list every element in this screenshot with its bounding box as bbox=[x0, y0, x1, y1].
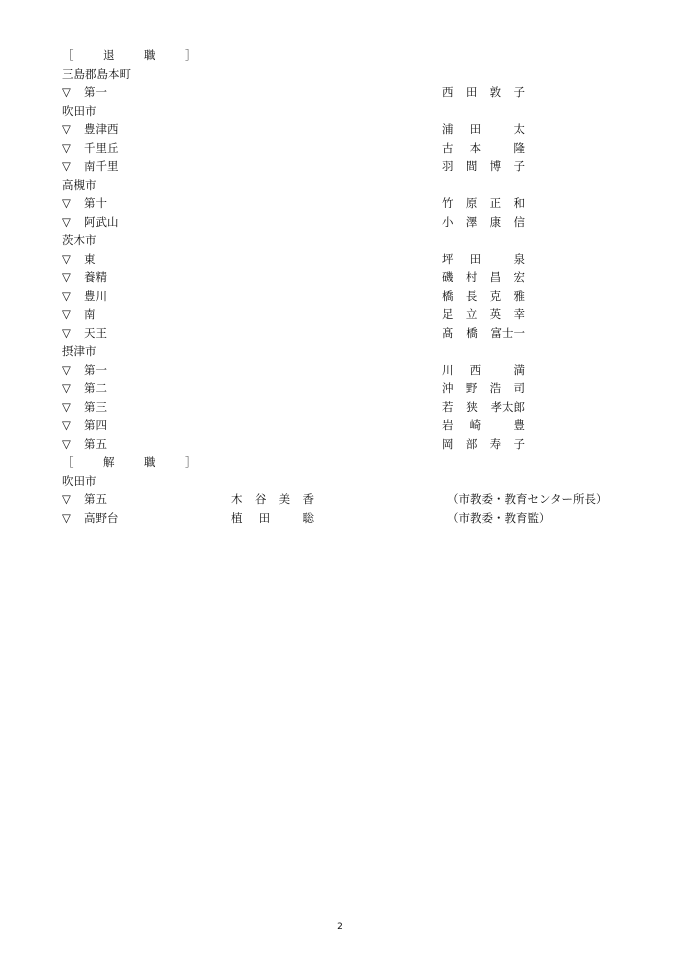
person-name bbox=[442, 250, 525, 269]
name-part: 岩 bbox=[442, 418, 454, 432]
name-part: 若 bbox=[442, 399, 454, 414]
triangle-marker-icon: ▽ bbox=[62, 325, 71, 340]
name-part: 羽 bbox=[442, 159, 454, 173]
school-name: 阿武山 bbox=[84, 214, 119, 229]
municipality-heading bbox=[62, 102, 562, 121]
triangle-marker-icon: ▽ bbox=[62, 510, 71, 525]
list-item bbox=[62, 139, 562, 158]
name-part: 原 bbox=[465, 196, 478, 210]
person-name bbox=[442, 324, 525, 343]
name-part: 子 bbox=[513, 159, 525, 173]
school-name: 第五 bbox=[84, 492, 107, 506]
triangle-marker-icon: ▽ bbox=[62, 288, 71, 303]
name-part: 聡 bbox=[302, 510, 314, 525]
name-part: 西 bbox=[442, 85, 454, 99]
name-part: 子 bbox=[513, 85, 525, 99]
municipality-name: 吹田市 bbox=[62, 473, 97, 488]
person-name bbox=[442, 157, 525, 176]
name-part: 澤 bbox=[465, 214, 478, 229]
name-part: 富士一 bbox=[490, 325, 525, 340]
name-part: 美 bbox=[278, 492, 291, 506]
municipality-heading bbox=[62, 342, 562, 361]
list-item bbox=[62, 324, 562, 343]
list-item bbox=[62, 250, 562, 269]
position-note: （市教委・教育監） bbox=[447, 510, 551, 525]
page-number: 2 bbox=[337, 922, 343, 932]
school-name: 第三 bbox=[84, 399, 107, 414]
list-item bbox=[62, 157, 562, 176]
municipality-heading bbox=[62, 472, 562, 491]
triangle-marker-icon: ▽ bbox=[62, 159, 71, 173]
name-part: 克 bbox=[489, 288, 502, 303]
name-part: 敦 bbox=[489, 85, 502, 99]
list-item bbox=[62, 120, 562, 139]
person-name bbox=[442, 139, 525, 158]
section-label: ［ 退 職 ］ bbox=[62, 48, 206, 62]
school-name: 第四 bbox=[84, 418, 107, 432]
school-name: 第二 bbox=[84, 381, 107, 395]
name-part: 浩 bbox=[489, 381, 502, 395]
name-part: 長 bbox=[465, 288, 478, 303]
list-item bbox=[62, 398, 562, 417]
name-part: 崎 bbox=[469, 418, 482, 432]
name-part: 野 bbox=[465, 381, 478, 395]
person-name bbox=[442, 305, 525, 324]
triangle-marker-icon: ▽ bbox=[62, 381, 71, 395]
municipality-heading bbox=[62, 65, 562, 84]
person-name bbox=[442, 120, 525, 139]
person-name bbox=[442, 379, 525, 398]
name-part: 川 bbox=[442, 362, 454, 377]
name-part: 橋 bbox=[442, 288, 454, 303]
name-part: 田 bbox=[469, 122, 482, 136]
name-part: 磯 bbox=[442, 270, 454, 284]
section-heading bbox=[62, 46, 562, 65]
school-name: 南 bbox=[84, 307, 96, 321]
name-part: 寿 bbox=[489, 436, 502, 451]
school-name: 第一 bbox=[84, 362, 107, 377]
name-part: 英 bbox=[489, 307, 502, 321]
section-label: ［ 解 職 ］ bbox=[62, 455, 206, 469]
name-part: 太 bbox=[513, 122, 525, 136]
name-part: 昌 bbox=[489, 270, 502, 284]
person-name bbox=[442, 287, 525, 306]
list-item bbox=[62, 83, 562, 102]
person-name bbox=[231, 490, 314, 509]
name-part: 隆 bbox=[513, 140, 525, 155]
name-part: 立 bbox=[465, 307, 478, 321]
person-name bbox=[442, 268, 525, 287]
school-name: 天王 bbox=[84, 325, 107, 340]
school-name: 第五 bbox=[84, 436, 107, 451]
triangle-marker-icon: ▽ bbox=[62, 492, 71, 506]
school-name: 高野台 bbox=[84, 510, 119, 525]
triangle-marker-icon: ▽ bbox=[62, 307, 71, 321]
name-part: 村 bbox=[465, 270, 478, 284]
name-part: 木 bbox=[231, 492, 243, 506]
name-part: 浦 bbox=[442, 122, 454, 136]
list-item bbox=[62, 416, 562, 435]
triangle-marker-icon: ▽ bbox=[62, 251, 71, 266]
name-part: 正 bbox=[489, 196, 502, 210]
name-part: 西 bbox=[469, 362, 482, 377]
person-name bbox=[442, 83, 525, 102]
name-part: 雅 bbox=[513, 288, 525, 303]
list-item bbox=[62, 194, 562, 213]
name-part: 足 bbox=[442, 307, 454, 321]
name-part: 泉 bbox=[513, 251, 525, 266]
triangle-marker-icon: ▽ bbox=[62, 362, 71, 377]
name-part: 髙 bbox=[442, 325, 454, 340]
school-name: 養精 bbox=[84, 270, 107, 284]
name-part: 坪 bbox=[442, 251, 454, 266]
person-name bbox=[442, 194, 525, 213]
triangle-marker-icon: ▽ bbox=[62, 140, 71, 155]
name-part: 竹 bbox=[442, 196, 454, 210]
triangle-marker-icon: ▽ bbox=[62, 270, 71, 284]
list-item bbox=[62, 268, 562, 287]
list-item bbox=[62, 379, 562, 398]
position-note: （市教委・教育センター所長） bbox=[447, 492, 608, 506]
name-part: 博 bbox=[489, 159, 502, 173]
name-part: 信 bbox=[513, 214, 525, 229]
name-part: 田 bbox=[469, 251, 482, 266]
person-name bbox=[231, 509, 314, 528]
school-name: 東 bbox=[84, 251, 96, 266]
name-part: 康 bbox=[489, 214, 502, 229]
municipality-name: 摂津市 bbox=[62, 344, 97, 358]
person-name bbox=[442, 213, 525, 232]
list-item bbox=[62, 213, 562, 232]
list-item bbox=[62, 490, 608, 509]
name-part: 部 bbox=[465, 436, 478, 451]
section-heading bbox=[62, 453, 562, 472]
name-part: 田 bbox=[465, 85, 478, 99]
triangle-marker-icon: ▽ bbox=[62, 436, 71, 451]
municipality-heading bbox=[62, 176, 562, 195]
person-name bbox=[442, 361, 525, 380]
name-part: 古 bbox=[442, 140, 454, 155]
person-name bbox=[442, 416, 525, 435]
name-part: 谷 bbox=[254, 492, 267, 506]
triangle-marker-icon: ▽ bbox=[62, 122, 71, 136]
name-part: 沖 bbox=[442, 381, 454, 395]
municipality-name: 吹田市 bbox=[62, 103, 97, 118]
list-item bbox=[62, 361, 562, 380]
triangle-marker-icon: ▽ bbox=[62, 196, 71, 210]
name-part: 孝太郎 bbox=[490, 399, 525, 414]
name-part: 橋 bbox=[466, 325, 478, 340]
school-name: 第一 bbox=[84, 85, 107, 99]
name-part: 和 bbox=[513, 196, 525, 210]
school-name: 第十 bbox=[84, 196, 107, 210]
name-part: 小 bbox=[442, 214, 454, 229]
name-part: 植 bbox=[231, 510, 243, 525]
triangle-marker-icon: ▽ bbox=[62, 85, 71, 99]
name-part: 子 bbox=[513, 436, 525, 451]
list-item bbox=[62, 435, 562, 454]
name-part: 岡 bbox=[442, 436, 454, 451]
municipality-heading bbox=[62, 231, 562, 250]
triangle-marker-icon: ▽ bbox=[62, 418, 71, 432]
list-item bbox=[62, 305, 562, 324]
name-part: 田 bbox=[258, 510, 271, 525]
triangle-marker-icon: ▽ bbox=[62, 399, 71, 414]
school-name: 南千里 bbox=[84, 159, 119, 173]
triangle-marker-icon: ▽ bbox=[62, 214, 71, 229]
name-part: 司 bbox=[513, 381, 525, 395]
municipality-name: 茨木市 bbox=[62, 233, 97, 247]
name-part: 香 bbox=[302, 492, 314, 506]
list-item bbox=[62, 287, 562, 306]
municipality-name: 高槻市 bbox=[62, 177, 97, 192]
list-item bbox=[62, 509, 562, 528]
school-name: 千里丘 bbox=[84, 140, 119, 155]
name-part: 宏 bbox=[513, 270, 525, 284]
school-name: 豊津西 bbox=[84, 122, 119, 136]
name-part: 豊 bbox=[513, 418, 525, 432]
name-part: 満 bbox=[513, 362, 525, 377]
name-part: 狭 bbox=[466, 399, 478, 414]
name-part: 幸 bbox=[513, 307, 525, 321]
name-part: 間 bbox=[465, 159, 478, 173]
person-name bbox=[442, 435, 525, 454]
school-name: 豊川 bbox=[84, 288, 107, 303]
name-part: 本 bbox=[469, 140, 482, 155]
person-name bbox=[442, 398, 525, 417]
municipality-name: 三島郡島本町 bbox=[62, 66, 131, 81]
